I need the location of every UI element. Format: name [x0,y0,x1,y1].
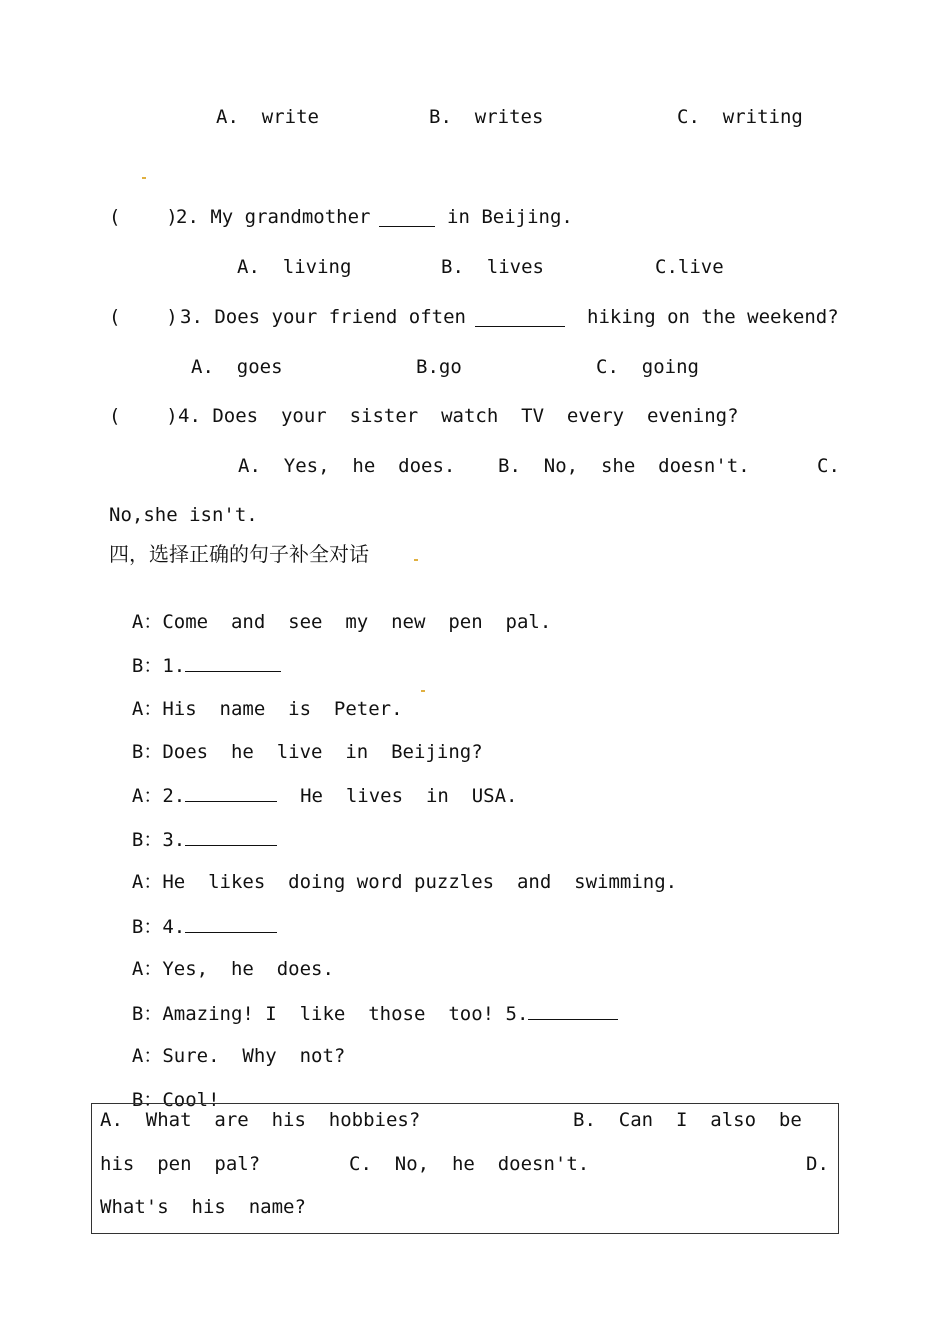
dialog-line-10 [109,977,618,1026]
speaker: A： [131,1045,163,1067]
q2-stem-a: 2. My grandmother [176,206,371,228]
box-option-d: D. [806,1153,829,1175]
dialog-line-8 [109,890,277,939]
q3-stem-b: hiking on the weekend? [587,306,839,328]
dialog-line-7 [109,846,677,894]
q2-blank [379,208,435,227]
speck-mark [421,690,425,692]
q2-stem-b: in Beijing. [447,206,573,228]
q1-option-a: A. write [216,106,319,128]
dialog-line-6 [109,803,277,852]
dialog-line-1 [109,586,551,634]
q4-option-c-cont: No,she isn't. [109,504,258,526]
speaker: B： [131,1003,163,1025]
speck-mark [414,559,418,561]
dialog-text: Amazing! I like those too! 5. [162,1003,529,1025]
dialog-line-11 [109,1020,345,1068]
answer-blank-4 [185,914,277,933]
q3-option-b: B.go [416,356,462,378]
dialog-text: 4. [162,916,186,938]
dialog-text: 2. [162,785,186,807]
speaker: A： [131,611,163,633]
box-option-d-cont: What's his name? [100,1196,306,1218]
speck-mark [142,177,146,179]
box-option-b: B. Can I also be [573,1109,802,1131]
q1-option-b: B. writes [429,106,544,128]
q4-paren: ( ) [109,405,178,427]
speaker: B： [131,829,163,851]
dialog-text: His name is Peter. [162,698,403,720]
answer-blank-1 [185,653,281,672]
dialog-line-3 [109,673,403,721]
speaker: A： [131,958,163,980]
q2-option-b: B. lives [441,256,544,278]
q3-stem-a: 3. Does your friend often [180,306,466,328]
answer-blank-3 [185,827,277,846]
dialog-text: Cool! [162,1089,220,1111]
q3-blank [475,308,565,327]
dialog-text: Sure. Why not? [162,1045,346,1067]
q4-stem: 4. Does your sister watch TV every evening? [178,405,739,427]
section4-heading: 四，选择正确的句子补全对话 [109,542,369,566]
q2-option-a: A. living [237,256,352,278]
dialog-text: He likes doing word puzzles and swimming. [162,871,678,893]
dialog-text: 3. [162,829,186,851]
q3-option-c: C. going [596,356,699,378]
dialog-text: 1. [162,655,186,677]
speaker: B： [131,741,163,763]
answer-blank-2 [185,783,277,802]
q2-option-c: C.live [655,256,724,278]
dialog-line-4 [109,716,483,764]
dialog-line-2 [109,629,281,678]
box-option-a: A. What are his hobbies? [100,1109,421,1131]
speaker: A： [131,698,163,720]
speaker: A： [131,871,163,893]
speaker: B： [131,655,163,677]
box-option-c: C. No, he doesn't. [349,1153,590,1175]
dialog-line-9 [109,933,334,981]
q2-paren: ( ) [109,206,178,228]
dialog-text: Yes, he does. [162,958,334,980]
answer-blank-5 [528,1001,618,1020]
speaker: B： [131,916,163,938]
dialog-text-after: He lives in USA. [277,785,518,807]
speaker: A： [131,785,163,807]
dialog-line-5 [109,759,517,808]
q1-option-c: C. writing [677,106,803,128]
speaker: B： [131,1089,163,1111]
dialog-text: Does he live in Beijing? [162,741,483,763]
q3-paren: ( ) [109,306,178,328]
q4-option-b: B. No, she doesn't. [498,455,750,477]
q3-option-a: A. goes [191,356,283,378]
box-option-b-cont: his pen pal? [100,1153,261,1175]
dialog-text: Come and see my new pen pal. [162,611,552,633]
q4-option-a: A. Yes, he does. [238,455,456,477]
q4-option-c: C. [817,455,840,477]
